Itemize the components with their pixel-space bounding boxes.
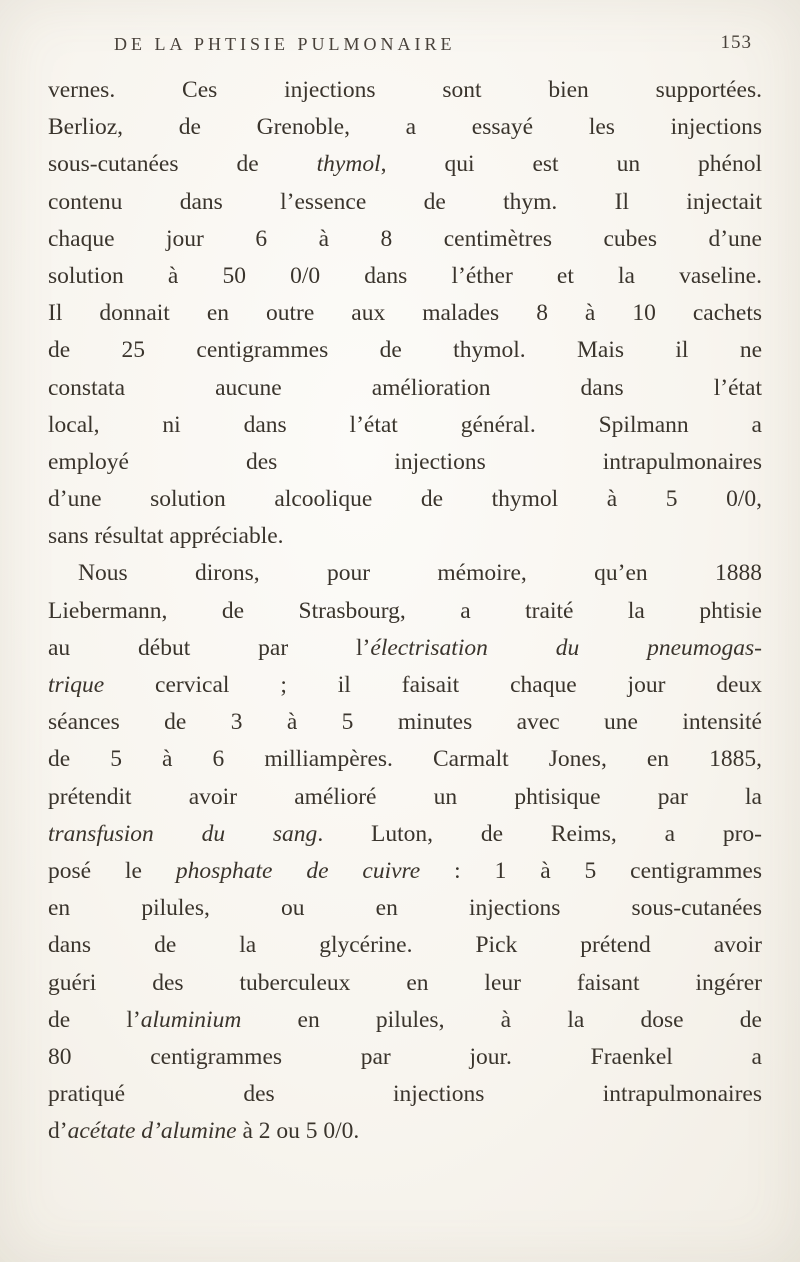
text-run-italic: trique — [48, 672, 105, 698]
page-number: 153 — [720, 32, 752, 53]
text-run: prétendit avoir amélioré un phtisique par la — [48, 783, 762, 810]
text-run-italic: électrisation du pneumogas- — [370, 634, 762, 661]
text-line — [48, 184, 762, 221]
text-run-italic: aluminium — [140, 1006, 242, 1033]
text-line — [48, 1113, 762, 1150]
text-run: 80 centigrammes par jour. Fraenkel a — [48, 1043, 762, 1070]
text-line — [48, 927, 762, 964]
text-line — [48, 1076, 762, 1113]
text-line — [48, 109, 762, 146]
text-line — [48, 779, 762, 816]
text-run: solution à 50 0/0 dans l’éther et la vaseline. — [48, 262, 762, 289]
text-run: , qui est un phénol — [380, 151, 762, 178]
text-line — [48, 965, 762, 1002]
text-run: vernes. Ces injections sont bien supportées. — [48, 77, 762, 103]
text-run: de 5 à 6 milliampères. Carmalt Jones, en 1885, — [48, 746, 762, 773]
text-run-italic: transfusion du sang — [48, 820, 318, 847]
text-run: sous-cutanées de — [48, 151, 317, 178]
text-line — [48, 370, 762, 407]
text-run: Liebermann, de Strasbourg, a traité la phtisie — [48, 597, 762, 624]
text-run: de l’ — [48, 1006, 141, 1033]
text-run: séances de 3 à 5 minutes avec une intensité — [48, 709, 762, 736]
text-run-italic: acétate d’alumine — [67, 1118, 237, 1145]
text-line — [48, 1002, 762, 1039]
text-line — [48, 221, 762, 258]
text-line — [48, 72, 762, 109]
text-line — [48, 853, 762, 890]
text-line — [48, 890, 762, 927]
text-run: Nous dirons, pour mémoire, qu’en 1888 — [78, 560, 762, 587]
text-run: en pilules, à la dose de — [241, 1006, 762, 1033]
text-run: de 25 centigrammes de thymol. Mais il ne — [48, 337, 762, 364]
page-header — [48, 24, 762, 70]
text-run: posé le — [48, 857, 176, 884]
text-run: cervical ; il faisait chaque jour deux — [104, 672, 762, 698]
text-line — [48, 555, 762, 592]
text-run: Berlioz, de Grenoble, a essayé les injections — [48, 114, 762, 141]
text-run: au début par l’ — [48, 634, 371, 661]
text-run: contenu dans l’essence de thym. Il injectait — [48, 188, 762, 215]
text-line — [48, 332, 762, 369]
text-run: constata aucune amélioration dans l’état — [48, 374, 762, 401]
text-line — [48, 407, 762, 444]
text-run-italic: phosphate de cuivre — [175, 857, 421, 884]
text-run: dans de la glycérine. Pick prétend avoir — [48, 932, 762, 959]
body-text — [48, 72, 762, 1150]
text-run: employé des injections intrapulmonaires — [48, 448, 762, 475]
text-line — [48, 518, 762, 555]
text-line — [48, 146, 762, 183]
text-run: pratiqué des injections intrapulmonaires — [48, 1081, 762, 1108]
text-run: sans résultat appréciable. — [48, 523, 284, 550]
text-run: d’ — [48, 1118, 68, 1145]
text-run: guéri des tuberculeux en leur faisant ingérer — [48, 969, 762, 996]
text-run: . Luton, de Reims, a pro- — [317, 820, 762, 847]
text-run: local, ni dans l’état général. Spilmann a — [48, 411, 762, 438]
text-run: à 2 ou 5 0/0. — [236, 1118, 360, 1145]
text-run: d’une solution alcoolique de thymol à 5 0/0, — [48, 486, 762, 513]
text-run: Il donnait en outre aux malades 8 à 10 cachets — [48, 300, 762, 327]
text-line — [48, 630, 762, 667]
text-line — [48, 258, 762, 295]
text-line — [48, 481, 762, 518]
text-line — [48, 816, 762, 853]
text-line — [48, 667, 762, 704]
text-run: en pilules, ou en injections sous-cutanées — [48, 895, 762, 922]
text-line — [48, 593, 762, 630]
text-line — [48, 704, 762, 741]
text-line — [48, 295, 762, 332]
text-line — [48, 444, 762, 481]
text-run: : 1 à 5 centigrammes — [420, 857, 762, 884]
text-run-italic: thymol — [316, 151, 381, 178]
text-run: chaque jour 6 à 8 centimètres cubes d’une — [48, 225, 762, 252]
text-line — [48, 1039, 762, 1076]
running-title: DE LA PHTISIE PULMONAIRE — [114, 34, 456, 54]
text-line — [48, 741, 762, 778]
